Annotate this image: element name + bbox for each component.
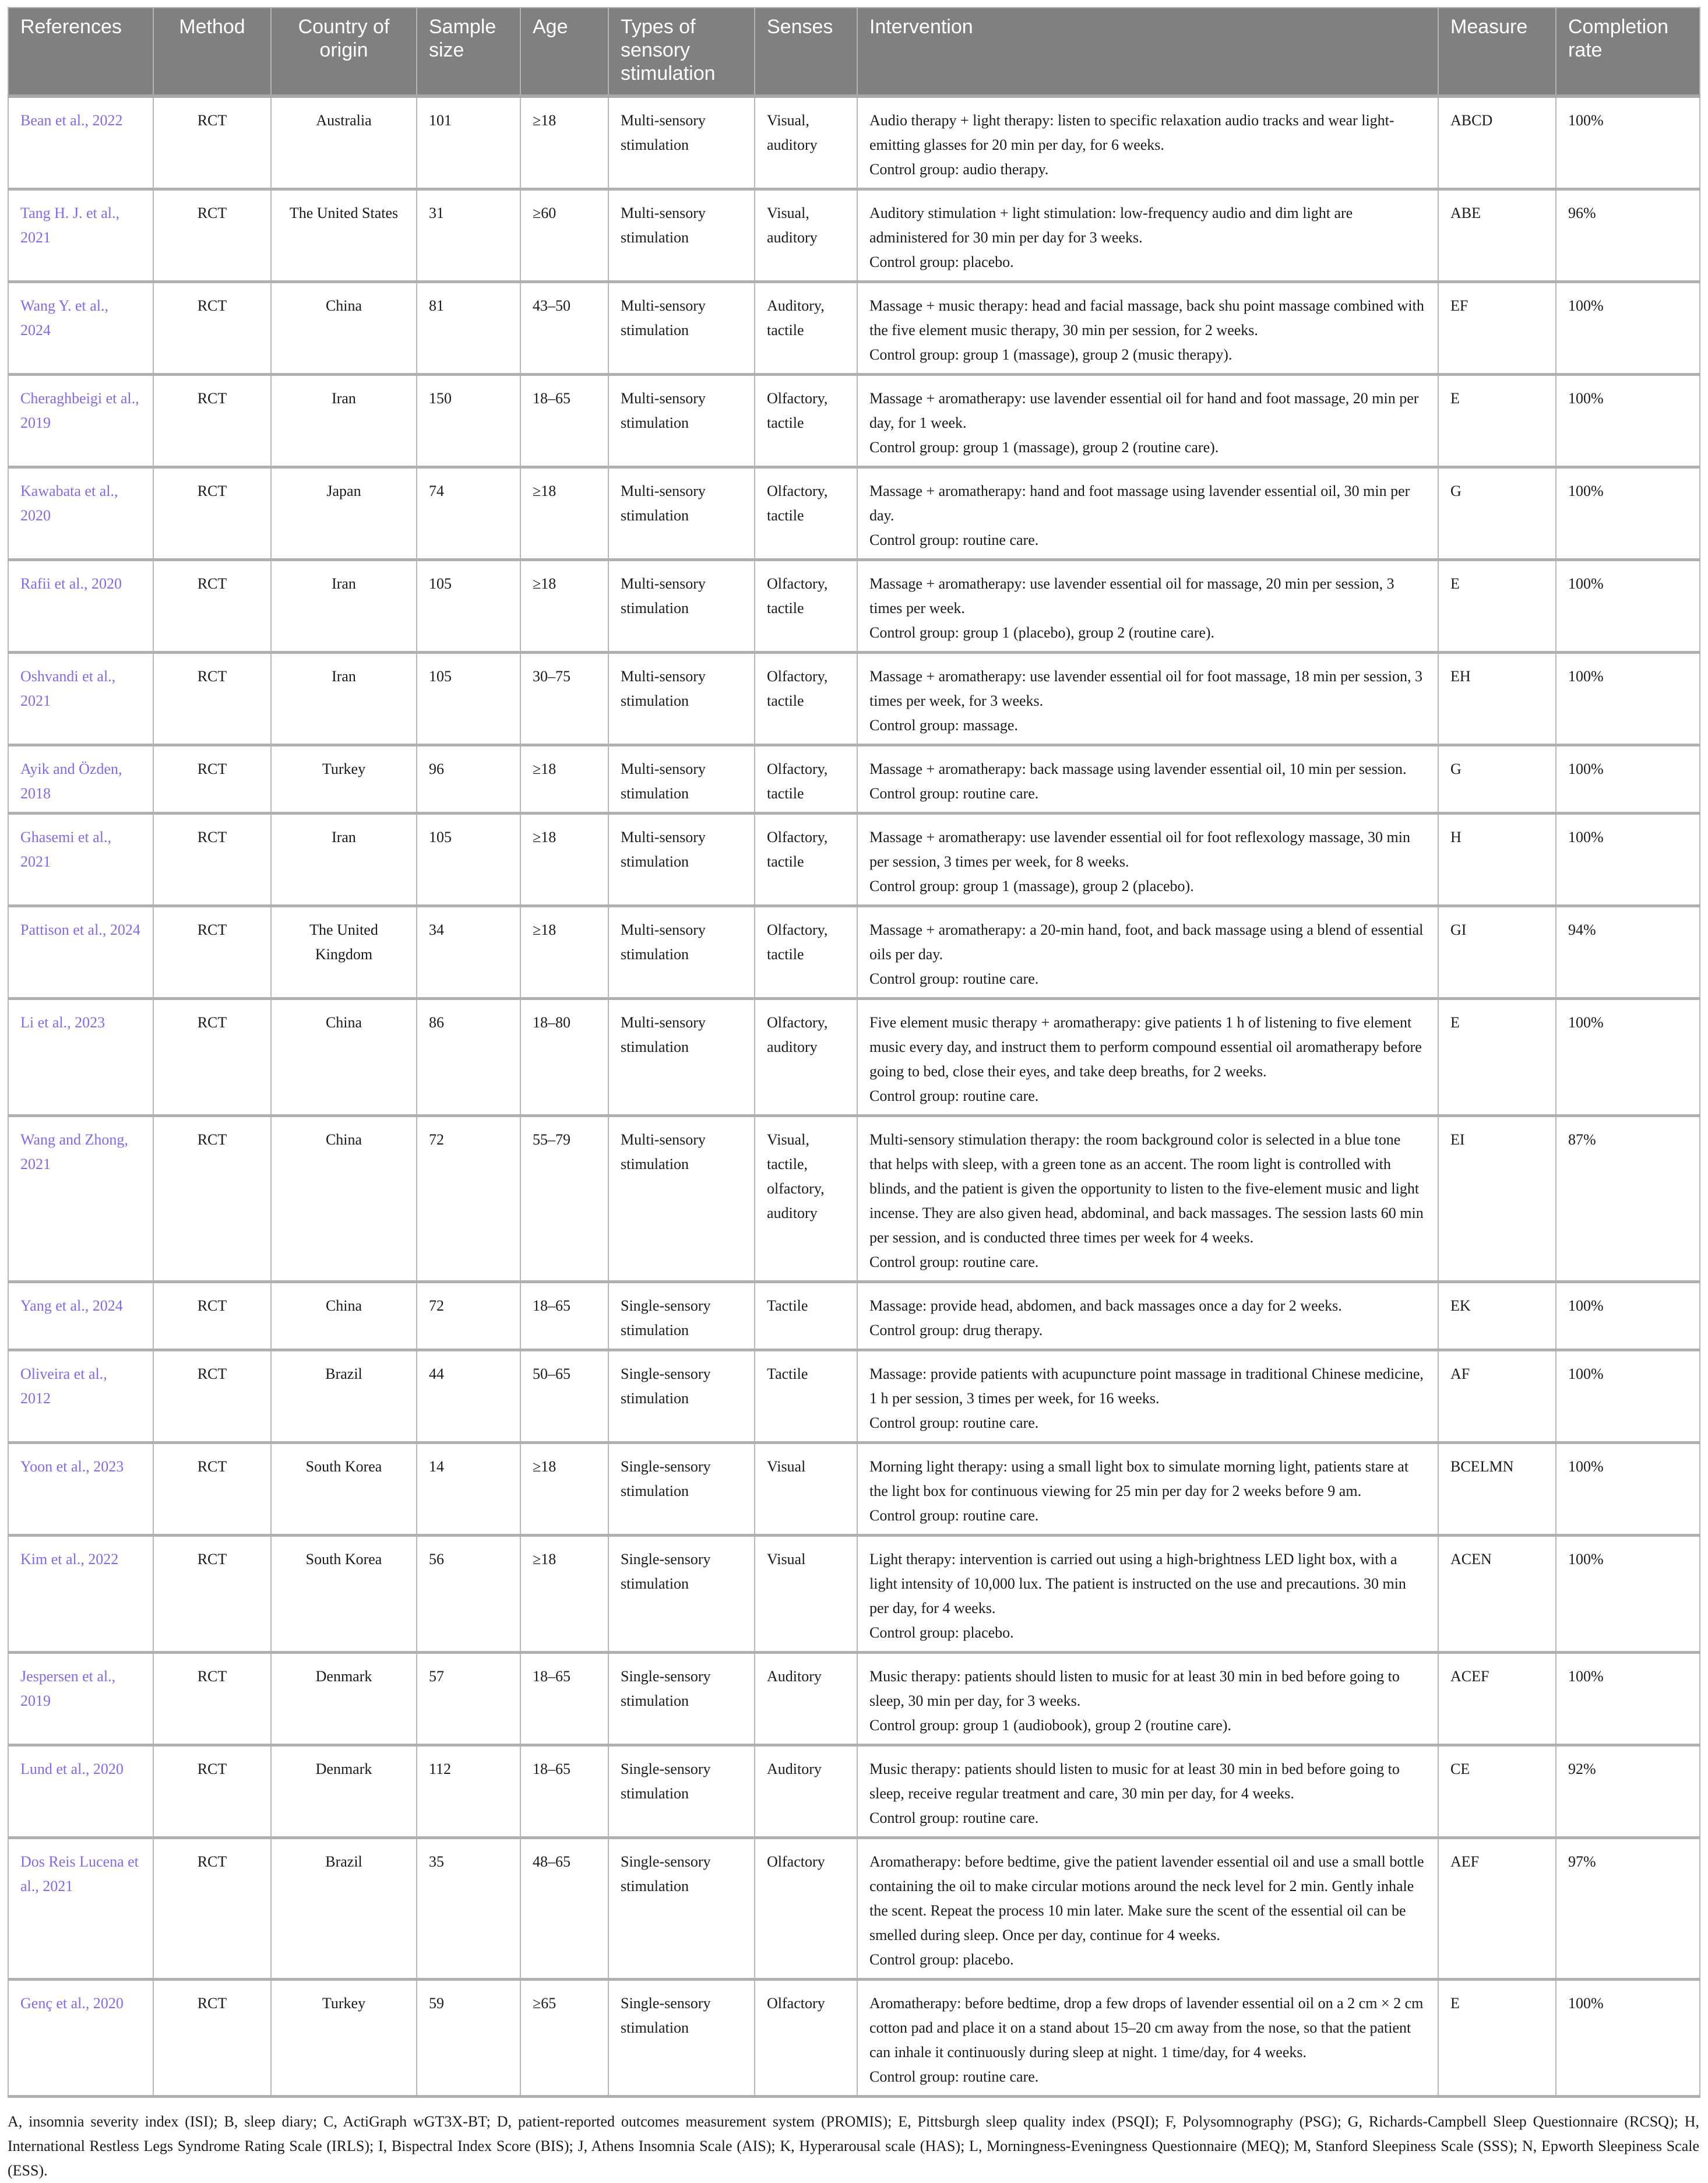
- cell-age: 18–65: [520, 1282, 608, 1350]
- cell-country: Denmark: [271, 1653, 417, 1745]
- intervention-description: Massage + aromatherapy: use lavender essential oil for foot reflexology massage, 30 min per session, 3 times per week, for 8 weeks.: [869, 829, 1410, 870]
- reference-link[interactable]: Tang H. J. et al., 2021: [20, 205, 120, 246]
- cell-country: South Korea: [271, 1443, 417, 1536]
- table-row: [8, 906, 1700, 999]
- cell-country: China: [271, 1116, 417, 1282]
- cell-completion-rate: 94%: [1556, 906, 1700, 999]
- cell-intervention: [857, 1653, 1438, 1745]
- table-row: [8, 282, 1700, 375]
- cell-age: ≥18: [520, 1536, 608, 1653]
- cell-sample-size: 105: [417, 560, 520, 653]
- cell-completion-rate: 100%: [1556, 560, 1700, 653]
- cell-measure: E: [1438, 560, 1556, 653]
- table-row: [8, 189, 1700, 282]
- cell-measure: CE: [1438, 1745, 1556, 1838]
- cell-sample-size: 74: [417, 467, 520, 560]
- cell-reference: [8, 814, 153, 906]
- cell-age: ≥65: [520, 1980, 608, 2097]
- header-age: Age: [520, 8, 608, 96]
- cell-country: Turkey: [271, 1980, 417, 2097]
- cell-type: Single-sensory stimulation: [608, 1350, 755, 1443]
- reference-link[interactable]: Dos Reis Lucena et al., 2021: [20, 1853, 139, 1895]
- cell-sample-size: 105: [417, 653, 520, 745]
- cell-method: RCT: [153, 375, 271, 467]
- cell-intervention: [857, 1838, 1438, 1980]
- cell-intervention: [857, 1745, 1438, 1838]
- intervention-description: Auditory stimulation + light stimulation: low-frequency audio and dim light are administered for 30 min per day for 3 weeks.: [869, 205, 1353, 246]
- cell-method: RCT: [153, 1443, 271, 1536]
- cell-age: 18–80: [520, 999, 608, 1116]
- cell-type: Multi-sensory stimulation: [608, 560, 755, 653]
- cell-senses: Olfactory, tactile: [755, 467, 857, 560]
- cell-completion-rate: 96%: [1556, 189, 1700, 282]
- cell-country: Iran: [271, 375, 417, 467]
- cell-intervention: [857, 282, 1438, 375]
- cell-country: China: [271, 999, 417, 1116]
- reference-link[interactable]: Oliveira et al., 2012: [20, 1365, 107, 1407]
- cell-senses: Olfactory, tactile: [755, 653, 857, 745]
- cell-country: Iran: [271, 814, 417, 906]
- cell-senses: Auditory, tactile: [755, 282, 857, 375]
- cell-intervention: [857, 999, 1438, 1116]
- control-group-description: Control group: drug therapy.: [869, 1322, 1043, 1339]
- intervention-description: Aromatherapy: before bedtime, drop a few drops of lavender essential oil on a 2 cm × 2 cm cotton pad and place it on a stand about 15–20 cm away from the nose, so that the patient can inhale it continuously during sleep at night. 1 time/day, for 4 weeks.: [869, 1995, 1424, 2061]
- cell-senses: Olfactory, tactile: [755, 906, 857, 999]
- cell-completion-rate: 100%: [1556, 1536, 1700, 1653]
- control-group-description: Control group: routine care.: [869, 785, 1039, 802]
- cell-intervention: [857, 375, 1438, 467]
- cell-sample-size: 56: [417, 1536, 520, 1653]
- intervention-description: Massage + aromatherapy: hand and foot massage using lavender essential oil, 30 min per day.: [869, 483, 1410, 524]
- cell-age: 48–65: [520, 1838, 608, 1980]
- cell-completion-rate: 97%: [1556, 1838, 1700, 1980]
- cell-measure: AF: [1438, 1350, 1556, 1443]
- cell-sample-size: 59: [417, 1980, 520, 2097]
- cell-age: 50–65: [520, 1350, 608, 1443]
- cell-measure: EF: [1438, 282, 1556, 375]
- cell-completion-rate: 100%: [1556, 1653, 1700, 1745]
- cell-senses: Visual: [755, 1536, 857, 1653]
- table-row: [8, 375, 1700, 467]
- cell-method: RCT: [153, 999, 271, 1116]
- cell-age: ≥18: [520, 745, 608, 814]
- cell-senses: Visual, auditory: [755, 96, 857, 189]
- control-group-description: Control group: group 1 (massage), group 2 (routine care).: [869, 439, 1219, 456]
- cell-measure: E: [1438, 375, 1556, 467]
- cell-sample-size: 101: [417, 96, 520, 189]
- cell-completion-rate: 100%: [1556, 282, 1700, 375]
- cell-senses: Olfactory, tactile: [755, 745, 857, 814]
- cell-sample-size: 31: [417, 189, 520, 282]
- cell-method: RCT: [153, 1536, 271, 1653]
- control-group-description: Control group: group 1 (audiobook), group 2 (routine care).: [869, 1717, 1231, 1734]
- cell-completion-rate: 87%: [1556, 1116, 1700, 1282]
- cell-country: The United Kingdom: [271, 906, 417, 999]
- control-group-description: Control group: routine care.: [869, 2068, 1039, 2085]
- cell-completion-rate: 100%: [1556, 653, 1700, 745]
- cell-intervention: [857, 1350, 1438, 1443]
- cell-type: Multi-sensory stimulation: [608, 189, 755, 282]
- table-row: [8, 653, 1700, 745]
- cell-reference: [8, 467, 153, 560]
- header-measure: Measure: [1438, 8, 1556, 96]
- header-senses: Senses: [755, 8, 857, 96]
- table-row: [8, 1536, 1700, 1653]
- cell-completion-rate: 100%: [1556, 375, 1700, 467]
- cell-method: RCT: [153, 1116, 271, 1282]
- reference-link[interactable]: Kim et al., 2022: [20, 1551, 119, 1568]
- cell-country: China: [271, 282, 417, 375]
- table-footnote: A, insomnia severity index (ISI); B, sleep diary; C, ActiGraph wGT3X-BT; D, patient-reported outcomes measurement system (PROMIS); E, Pittsburgh sleep quality index (PSQI); F, Polysomnography (PSG); G, Richards-Campbell Sleep Questionnaire (RCSQ); H, International Restless Legs Syndrome Rating Scale (IRLS); I, Bispectral Index Score (BIS); J, Athens Insomnia Scale (AIS); K, Hyperarousal scale (HAS); L, Morningness-Eveningness Questionnaire (MEQ); M, Stanford Sleepiness Scale (SSS); N, Epworth Sleepiness Scale (ESS).: [8, 2113, 1699, 2179]
- document-page: [8, 7, 1699, 2183]
- cell-intervention: [857, 906, 1438, 999]
- cell-senses: Olfactory, tactile: [755, 814, 857, 906]
- cell-method: RCT: [153, 1653, 271, 1745]
- header-sample-size: Sample size: [417, 8, 520, 96]
- intervention-description: Massage: provide patients with acupuncture point massage in traditional Chinese medicine, 1 h per session, 3 times per week, for 16 weeks.: [869, 1365, 1424, 1407]
- cell-reference: [8, 1350, 153, 1443]
- header-references: References: [8, 8, 153, 96]
- cell-method: RCT: [153, 653, 271, 745]
- cell-measure: GI: [1438, 906, 1556, 999]
- control-group-description: Control group: routine care.: [869, 1087, 1039, 1104]
- intervention-description: Morning light therapy: using a small light box to simulate morning light, patients stare at the light box for continuous viewing for 25 min per day for 2 weeks before 9 am.: [869, 1458, 1409, 1499]
- cell-sample-size: 14: [417, 1443, 520, 1536]
- cell-country: Japan: [271, 467, 417, 560]
- header-intervention: Intervention: [857, 8, 1438, 96]
- reference-link[interactable]: Ayik and Özden, 2018: [20, 760, 122, 802]
- cell-method: RCT: [153, 1350, 271, 1443]
- table-row: [8, 814, 1700, 906]
- cell-type: Multi-sensory stimulation: [608, 999, 755, 1116]
- reference-link[interactable]: Wang and Zhong, 2021: [20, 1131, 128, 1173]
- cell-type: Single-sensory stimulation: [608, 1653, 755, 1745]
- cell-method: RCT: [153, 560, 271, 653]
- cell-method: RCT: [153, 282, 271, 375]
- cell-measure: E: [1438, 1980, 1556, 2097]
- control-group-description: Control group: routine care.: [869, 1254, 1039, 1270]
- cell-intervention: [857, 1443, 1438, 1536]
- control-group-description: Control group: routine care.: [869, 531, 1039, 548]
- cell-reference: [8, 282, 153, 375]
- cell-measure: ACEN: [1438, 1536, 1556, 1653]
- cell-senses: Visual, auditory: [755, 189, 857, 282]
- reference-link[interactable]: Li et al., 2023: [20, 1014, 105, 1031]
- cell-type: Multi-sensory stimulation: [608, 467, 755, 560]
- cell-age: 30–75: [520, 653, 608, 745]
- control-group-description: Control group: audio therapy.: [869, 161, 1049, 178]
- intervention-description: Massage: provide head, abdomen, and back massages once a day for 2 weeks.: [869, 1297, 1342, 1314]
- intervention-description: Music therapy: patients should listen to music for at least 30 min in bed before going to sleep, receive regular treatment and care, 30 min per day, for 4 weeks.: [869, 1761, 1400, 1802]
- cell-completion-rate: 100%: [1556, 96, 1700, 189]
- cell-age: 18–65: [520, 1653, 608, 1745]
- cell-sample-size: 86: [417, 999, 520, 1116]
- cell-country: South Korea: [271, 1536, 417, 1653]
- cell-sample-size: 72: [417, 1116, 520, 1282]
- cell-method: RCT: [153, 96, 271, 189]
- intervention-description: Massage + music therapy: head and facial massage, back shu point massage combined with the five element music therapy, 30 min per session, for 2 weeks.: [869, 297, 1424, 339]
- cell-reference: [8, 999, 153, 1116]
- cell-senses: Olfactory, auditory: [755, 999, 857, 1116]
- header-country: Country of origin: [271, 8, 417, 96]
- table-row: [8, 745, 1700, 814]
- table-row: [8, 96, 1700, 189]
- cell-reference: [8, 1443, 153, 1536]
- cell-country: China: [271, 1282, 417, 1350]
- cell-completion-rate: 100%: [1556, 745, 1700, 814]
- table-row: [8, 1980, 1700, 2097]
- cell-age: 18–65: [520, 1745, 608, 1838]
- cell-type: Single-sensory stimulation: [608, 1443, 755, 1536]
- cell-method: RCT: [153, 467, 271, 560]
- control-group-description: Control group: group 1 (placebo), group 2 (routine care).: [869, 624, 1215, 641]
- cell-age: ≥18: [520, 906, 608, 999]
- reference-link[interactable]: Lund et al., 2020: [20, 1761, 124, 1777]
- cell-reference: [8, 1838, 153, 1980]
- cell-age: 55–79: [520, 1116, 608, 1282]
- cell-completion-rate: 100%: [1556, 1443, 1700, 1536]
- cell-measure: G: [1438, 467, 1556, 560]
- control-group-description: Control group: group 1 (massage), group 2 (placebo).: [869, 878, 1194, 895]
- control-group-description: Control group: placebo.: [869, 253, 1014, 270]
- intervention-description: Audio therapy + light therapy: listen to specific relaxation audio tracks and wear light-emitting glasses for 20 min per day, for 6 weeks.: [869, 112, 1394, 153]
- cell-type: Multi-sensory stimulation: [608, 1116, 755, 1282]
- cell-sample-size: 35: [417, 1838, 520, 1980]
- cell-completion-rate: 100%: [1556, 1350, 1700, 1443]
- cell-senses: Olfactory: [755, 1980, 857, 2097]
- cell-completion-rate: 100%: [1556, 1282, 1700, 1350]
- cell-reference: [8, 96, 153, 189]
- header-completion-rate: Completion rate: [1556, 8, 1700, 96]
- reference-link[interactable]: Genç et al., 2020: [20, 1995, 124, 2012]
- header-row: [8, 8, 1700, 96]
- cell-country: Brazil: [271, 1350, 417, 1443]
- reference-link[interactable]: Wang Y. et al., 2024: [20, 297, 108, 339]
- cell-country: Denmark: [271, 1745, 417, 1838]
- control-group-description: Control group: placebo.: [869, 1951, 1014, 1968]
- cell-intervention: [857, 745, 1438, 814]
- table-row: [8, 1653, 1700, 1745]
- cell-type: Single-sensory stimulation: [608, 1980, 755, 2097]
- cell-method: RCT: [153, 814, 271, 906]
- study-characteristics-table: [8, 7, 1700, 2098]
- cell-sample-size: 105: [417, 814, 520, 906]
- reference-link[interactable]: Pattison et al., 2024: [20, 921, 140, 938]
- control-group-description: Control group: placebo.: [869, 1624, 1014, 1641]
- cell-reference: [8, 1653, 153, 1745]
- table-row: [8, 467, 1700, 560]
- cell-reference: [8, 1116, 153, 1282]
- cell-type: Multi-sensory stimulation: [608, 745, 755, 814]
- intervention-description: Massage + aromatherapy: back massage using lavender essential oil, 10 min per session.: [869, 760, 1407, 777]
- cell-method: RCT: [153, 1838, 271, 1980]
- table-row: [8, 1116, 1700, 1282]
- cell-method: RCT: [153, 745, 271, 814]
- cell-senses: Tactile: [755, 1350, 857, 1443]
- cell-type: Multi-sensory stimulation: [608, 282, 755, 375]
- cell-sample-size: 112: [417, 1745, 520, 1838]
- cell-intervention: [857, 1980, 1438, 2097]
- cell-type: Multi-sensory stimulation: [608, 375, 755, 467]
- cell-type: Single-sensory stimulation: [608, 1838, 755, 1980]
- cell-method: RCT: [153, 1282, 271, 1350]
- intervention-description: Music therapy: patients should listen to music for at least 30 min in bed before going to sleep, 30 min per day, for 3 weeks.: [869, 1668, 1400, 1709]
- reference-link[interactable]: Jespersen et al., 2019: [20, 1668, 116, 1709]
- control-group-description: Control group: routine care.: [869, 970, 1039, 987]
- intervention-description: Massage + aromatherapy: use lavender essential oil for hand and foot massage, 20 min per day, for 1 week.: [869, 390, 1419, 431]
- cell-intervention: [857, 467, 1438, 560]
- cell-reference: [8, 906, 153, 999]
- cell-age: ≥18: [520, 96, 608, 189]
- cell-method: RCT: [153, 189, 271, 282]
- cell-measure: G: [1438, 745, 1556, 814]
- cell-type: Multi-sensory stimulation: [608, 814, 755, 906]
- intervention-description: Massage + aromatherapy: use lavender essential oil for massage, 20 min per session, 3 times per week.: [869, 575, 1394, 617]
- cell-senses: Tactile: [755, 1282, 857, 1350]
- cell-country: Australia: [271, 96, 417, 189]
- cell-completion-rate: 100%: [1556, 1980, 1700, 2097]
- cell-age: ≥18: [520, 560, 608, 653]
- table-body: [8, 96, 1700, 2097]
- cell-measure: E: [1438, 999, 1556, 1116]
- cell-senses: Olfactory, tactile: [755, 560, 857, 653]
- reference-link[interactable]: Yang et al., 2024: [20, 1297, 123, 1314]
- cell-type: Multi-sensory stimulation: [608, 906, 755, 999]
- table-header: [8, 8, 1700, 96]
- cell-senses: Auditory: [755, 1745, 857, 1838]
- cell-measure: BCELMN: [1438, 1443, 1556, 1536]
- cell-method: RCT: [153, 1745, 271, 1838]
- table-row: [8, 1350, 1700, 1443]
- cell-intervention: [857, 1282, 1438, 1350]
- cell-senses: Auditory: [755, 1653, 857, 1745]
- table-row: [8, 1282, 1700, 1350]
- cell-country: Brazil: [271, 1838, 417, 1980]
- cell-reference: [8, 189, 153, 282]
- cell-reference: [8, 1282, 153, 1350]
- cell-completion-rate: 100%: [1556, 467, 1700, 560]
- cell-age: ≥18: [520, 1443, 608, 1536]
- intervention-description: Multi-sensory stimulation therapy: the room background color is selected in a blue tone that helps with sleep, with a green tone as an accent. The room light is controlled with blinds, and the patient is given the opportunity to listen to the five-element music and light incense. They are also given head, abdominal, and back massages. The session lasts 60 min per session, and is conducted three times per week for 4 weeks.: [869, 1131, 1424, 1246]
- cell-sample-size: 57: [417, 1653, 520, 1745]
- cell-intervention: [857, 96, 1438, 189]
- intervention-description: Aromatherapy: before bedtime, give the patient lavender essential oil and use a small bottle containing the oil to make circular motions around the neck level for 2 min. Gently inhale the scent. Repeat the process 10 min later. Make sure the scent of the essential oil can be smelled during sleep. Once per day, continue for 4 weeks.: [869, 1853, 1424, 1943]
- cell-reference: [8, 1745, 153, 1838]
- cell-measure: ABE: [1438, 189, 1556, 282]
- cell-intervention: [857, 189, 1438, 282]
- header-method: Method: [153, 8, 271, 96]
- cell-measure: EI: [1438, 1116, 1556, 1282]
- control-group-description: Control group: massage.: [869, 717, 1018, 734]
- cell-age: ≥18: [520, 467, 608, 560]
- cell-sample-size: 72: [417, 1282, 520, 1350]
- cell-reference: [8, 1980, 153, 2097]
- reference-link[interactable]: Oshvandi et al., 2021: [20, 668, 116, 709]
- cell-senses: Visual, tactile, olfactory, auditory: [755, 1116, 857, 1282]
- cell-completion-rate: 100%: [1556, 814, 1700, 906]
- cell-reference: [8, 560, 153, 653]
- table-row: [8, 1838, 1700, 1980]
- intervention-description: Five element music therapy + aromatherapy: give patients 1 h of listening to five element music every day, and instruct them to perform compound essential oil aromatherapy before going to bed, close their eyes, and take deep breaths, for 2 weeks.: [869, 1014, 1422, 1080]
- cell-sample-size: 81: [417, 282, 520, 375]
- control-group-description: Control group: routine care.: [869, 1414, 1039, 1431]
- table-row: [8, 999, 1700, 1116]
- table-row: [8, 560, 1700, 653]
- cell-senses: Olfactory: [755, 1838, 857, 1980]
- cell-age: ≥18: [520, 814, 608, 906]
- cell-intervention: [857, 814, 1438, 906]
- cell-intervention: [857, 560, 1438, 653]
- cell-senses: Olfactory, tactile: [755, 375, 857, 467]
- cell-reference: [8, 375, 153, 467]
- cell-reference: [8, 745, 153, 814]
- reference-link[interactable]: Yoon et al., 2023: [20, 1458, 124, 1475]
- cell-senses: Visual: [755, 1443, 857, 1536]
- intervention-description: Massage + aromatherapy: a 20-min hand, foot, and back massage using a blend of essential oils per day.: [869, 921, 1424, 963]
- cell-intervention: [857, 653, 1438, 745]
- cell-method: RCT: [153, 1980, 271, 2097]
- cell-sample-size: 150: [417, 375, 520, 467]
- cell-intervention: [857, 1536, 1438, 1653]
- cell-measure: AEF: [1438, 1838, 1556, 1980]
- cell-sample-size: 96: [417, 745, 520, 814]
- cell-type: Single-sensory stimulation: [608, 1536, 755, 1653]
- cell-type: Multi-sensory stimulation: [608, 653, 755, 745]
- cell-type: Multi-sensory stimulation: [608, 96, 755, 189]
- table-row: [8, 1745, 1700, 1838]
- control-group-description: Control group: routine care.: [869, 1809, 1039, 1826]
- cell-reference: [8, 653, 153, 745]
- cell-completion-rate: 100%: [1556, 999, 1700, 1116]
- cell-intervention: [857, 1116, 1438, 1282]
- cell-age: 43–50: [520, 282, 608, 375]
- cell-measure: ACEF: [1438, 1653, 1556, 1745]
- cell-method: RCT: [153, 906, 271, 999]
- cell-sample-size: 34: [417, 906, 520, 999]
- cell-country: Turkey: [271, 745, 417, 814]
- cell-age: 18–65: [520, 375, 608, 467]
- cell-completion-rate: 92%: [1556, 1745, 1700, 1838]
- reference-link[interactable]: Cheraghbeigi et al., 2019: [20, 390, 139, 431]
- cell-type: Single-sensory stimulation: [608, 1745, 755, 1838]
- cell-measure: EH: [1438, 653, 1556, 745]
- control-group-description: Control group: routine care.: [869, 1507, 1039, 1524]
- reference-link[interactable]: Bean et al., 2022: [20, 112, 123, 129]
- cell-age: ≥60: [520, 189, 608, 282]
- cell-country: The United States: [271, 189, 417, 282]
- cell-sample-size: 44: [417, 1350, 520, 1443]
- header-type: Types of sensory stimulation: [608, 8, 755, 96]
- cell-measure: ABCD: [1438, 96, 1556, 189]
- reference-link[interactable]: Kawabata et al., 2020: [20, 483, 118, 524]
- table-row: [8, 1443, 1700, 1536]
- cell-country: Iran: [271, 560, 417, 653]
- cell-country: Iran: [271, 653, 417, 745]
- intervention-description: Massage + aromatherapy: use lavender essential oil for foot massage, 18 min per session, 3 times per week, for 3 weeks.: [869, 668, 1422, 709]
- cell-reference: [8, 1536, 153, 1653]
- cell-measure: EK: [1438, 1282, 1556, 1350]
- cell-measure: H: [1438, 814, 1556, 906]
- intervention-description: Light therapy: intervention is carried out using a high-brightness LED light box, with a light intensity of 10,000 lux. The patient is instructed on the use and precautions. 30 min per day, for 4 weeks.: [869, 1551, 1406, 1617]
- control-group-description: Control group: group 1 (massage), group 2 (music therapy).: [869, 346, 1232, 363]
- reference-link[interactable]: Rafii et al., 2020: [20, 575, 122, 592]
- reference-link[interactable]: Ghasemi et al., 2021: [20, 829, 111, 870]
- cell-type: Single-sensory stimulation: [608, 1282, 755, 1350]
